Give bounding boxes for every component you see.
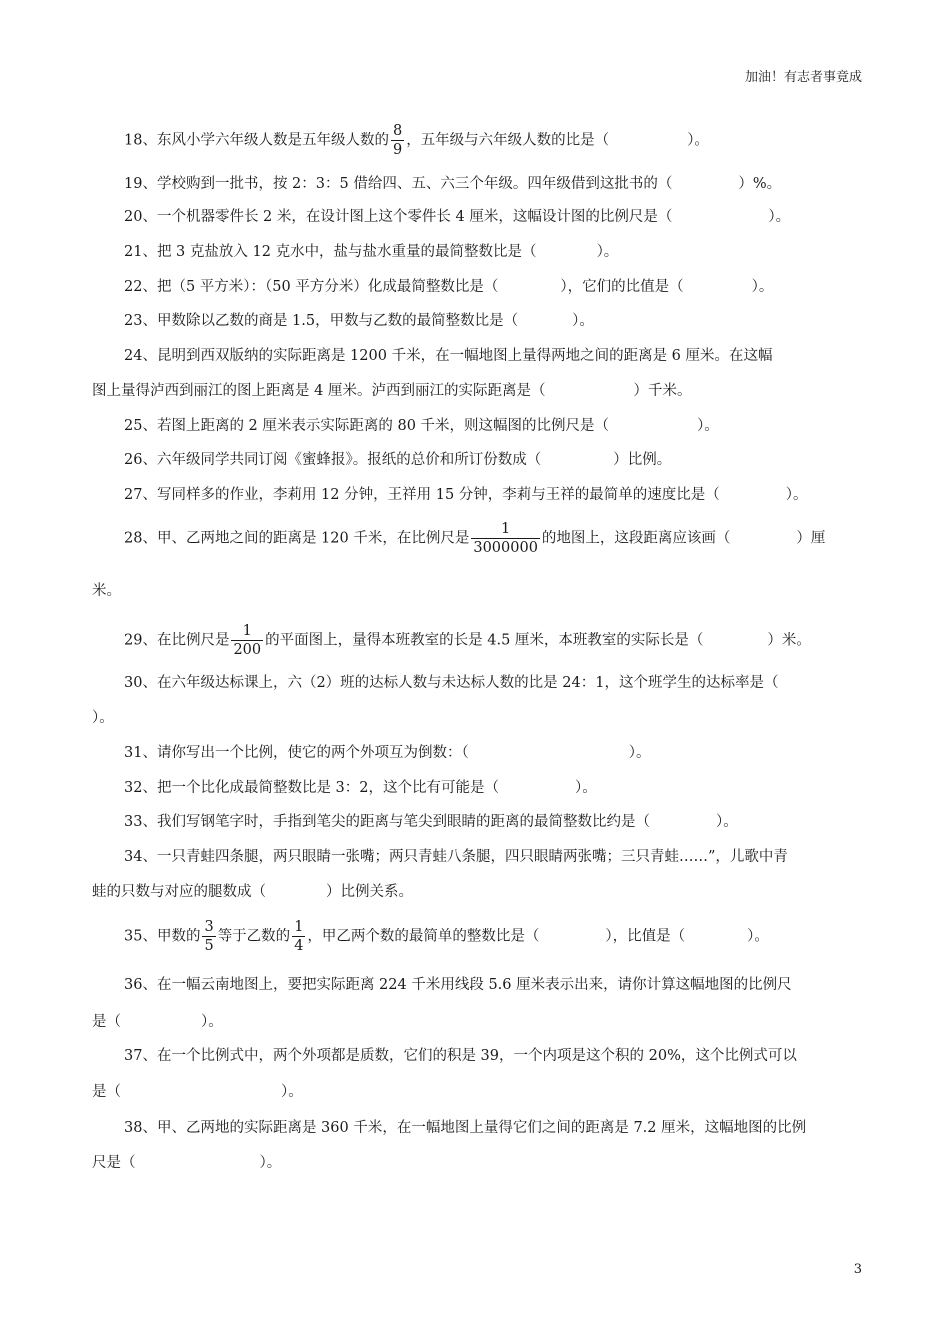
question-18: 18、东风小学六年级人数是五年级人数的 $\frac{8}{9}$ ，五年级与六年级人数的比是（ ）。 xyxy=(124,123,709,158)
question-30: 30、在六年级达标课上，六（2）班的达标人数与未达标人数的比是 24：1，这个班学生的达标率是（ xyxy=(124,675,779,691)
question-37: 37、在一个比例式中，两个外项都是质数，它们的积是 39，一个内项是这个积的 20%，这个比例式可以 xyxy=(124,1048,797,1064)
question-21: 21、把 3 克盐放入 12 克水中，盐与盐水重量的最简整数比是（ ）。 xyxy=(124,244,619,260)
fraction: $\frac{1}{3000000}$ xyxy=(473,521,538,556)
question-19: 19、学校购到一批书，按 2：3：5 借给四、五、六三个年级。四年级借到这批书的（ ）%。 xyxy=(124,176,782,192)
fraction: $\frac{1}{200}$ xyxy=(233,623,262,658)
page-number: 3 xyxy=(853,1262,862,1277)
question-24-cont: 图上量得泸西到丽江的图上距离是 4 厘米。泸西到丽江的实际距离是（ ）千米。 xyxy=(92,383,692,399)
question-34-cont: 蛙的只数与对应的腿数成（ ）比例关系。 xyxy=(92,884,413,900)
question-24: 24、昆明到西双版纳的实际距离是 1200 千米，在一幅地图上量得两地之间的距离是 6 厘米。在这幅 xyxy=(124,348,773,364)
question-28: 28、甲、乙两地之间的距离是 120 千米，在比例尺是 $\frac{1}{3000000}$ 的地图上，这段距离应该画（ ）厘 xyxy=(124,521,826,556)
question-37-cont: 是（ ）。 xyxy=(92,1084,303,1100)
question-35: 35、甲数的 $\frac{3}{5}$ 等于乙数的 $\frac{1}{4}$ ，甲乙两个数的最简单的整数比是（ ），比值是（ ）。 xyxy=(124,919,769,954)
question-30-cont: ）。 xyxy=(92,710,114,726)
question-28-cont: 米。 xyxy=(92,583,121,599)
question-20: 20、一个机器零件长 2 米，在设计图上这个零件长 4 厘米，这幅设计图的比例尺是（ ）。 xyxy=(124,209,791,225)
question-36: 36、在一幅云南地图上，要把实际距离 224 千米用线段 5.6 厘米表示出来，请你计算这幅地图的比例尺 xyxy=(124,977,792,993)
question-34: 34、一只青蛙四条腿，两只眼睛一张嘴；两只青蛙八条腿，四只眼睛两张嘴；三只青蛙……”，儿歌中青 xyxy=(124,849,788,865)
question-27: 27、写同样多的作业，李莉用 12 分钟，王祥用 15 分钟，李莉与王祥的最简单的速度比是（ ）。 xyxy=(124,487,808,503)
question-33: 33、我们写钢笔字时，手指到笔尖的距离与笔尖到眼睛的距离的最简整数比约是（ ）。 xyxy=(124,814,738,830)
question-29: 29、在比例尺是 $\frac{1}{200}$ 的平面图上，量得本班教室的长是 4.5 厘米，本班教室的实际长是（ ）米。 xyxy=(124,623,811,658)
fraction: $\frac{8}{9}$ xyxy=(392,123,403,158)
question-26: 26、六年级同学共同订阅《蜜蜂报》。报纸的总价和所订份数成（ ）比例。 xyxy=(124,452,672,468)
question-38-cont: 尺是（ ）。 xyxy=(92,1155,282,1171)
question-32: 32、把一个比化成最简整数比是 3：2，这个比有可能是（ ）。 xyxy=(124,780,597,796)
fraction: $\frac{3}{5}$ xyxy=(204,919,214,954)
question-25: 25、若图上距离的 2 厘米表示实际距离的 80 千米，则这幅图的比例尺是（ ）。 xyxy=(124,418,719,434)
question-22: 22、把（5 平方米）：（50 平方分米）化成最简整数比是（ ），它们的比值是（ ）。 xyxy=(124,279,774,295)
question-31: 31、请你写出一个比例，使它的两个外项互为倒数：（ ）。 xyxy=(124,745,651,761)
question-36-cont: 是（ ）。 xyxy=(92,1014,223,1030)
question-23: 23、甲数除以乙数的商是 1.5，甲数与乙数的最简整数比是（ ）。 xyxy=(124,313,594,329)
fraction: $\frac{1}{4}$ xyxy=(294,919,304,954)
question-38: 38、甲、乙两地的实际距离是 360 千米，在一幅地图上量得它们之间的距离是 7.2 厘米，这幅地图的比例 xyxy=(124,1120,807,1136)
page-header: 加油！有志者事竟成 xyxy=(744,70,862,85)
